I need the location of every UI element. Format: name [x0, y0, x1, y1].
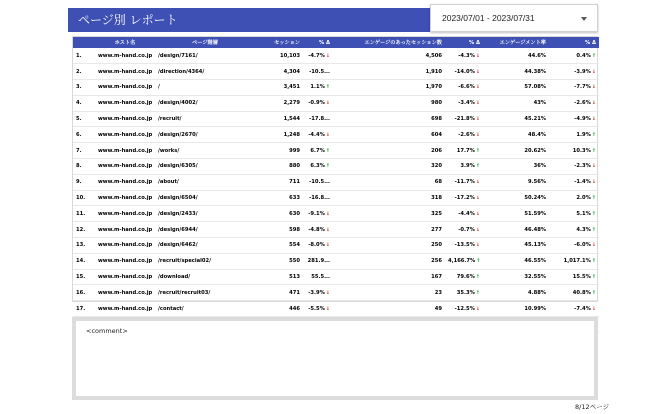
- sessions: 633: [289, 195, 300, 202]
- table-row[interactable]: [73, 190, 599, 206]
- sessions-delta: [303, 127, 333, 143]
- col-engaged-sessions[interactable]: エンゲージのあったセッション数: [364, 40, 442, 46]
- comment-label: <comment>: [86, 327, 128, 335]
- engagement-rate: 44.6%: [528, 52, 546, 59]
- arrow-up-icon: ↑: [475, 163, 480, 170]
- arrow-up-icon: ↑: [325, 147, 330, 154]
- rate-delta-value: 5.1%: [576, 210, 591, 217]
- arrow-down-icon: ↓: [591, 305, 596, 312]
- engaged-sessions: 1,910: [425, 68, 442, 75]
- row-index: 7.: [76, 147, 82, 154]
- arrow-down-icon: ↓: [325, 289, 330, 296]
- engaged-delta: [445, 174, 483, 190]
- engaged-delta-value: -14.0%: [454, 68, 475, 75]
- row-index: 11.: [76, 210, 86, 217]
- host-name: www.m-hand.co.jp: [98, 163, 153, 170]
- rate-delta-value: -2.3%: [574, 163, 591, 170]
- host-name: www.m-hand.co.jp: [98, 210, 153, 217]
- sessions-delta-value: 6.7%: [310, 147, 325, 154]
- engaged-sessions: 256: [431, 258, 442, 265]
- sessions-delta-value: -0.9%: [308, 100, 325, 107]
- comment-box[interactable]: [72, 317, 598, 400]
- col-engaged-delta[interactable]: % Δ: [468, 39, 480, 46]
- date-range-picker[interactable]: [430, 4, 598, 32]
- arrow-up-icon: ↑: [591, 210, 596, 217]
- host-name: www.m-hand.co.jp: [98, 52, 153, 59]
- arrow-up-icon: ↑: [591, 274, 596, 281]
- row-index: 13.: [76, 242, 86, 249]
- sessions: 711: [289, 179, 300, 186]
- arrow-down-icon: ↓: [325, 100, 330, 107]
- row-index: 8.: [76, 163, 82, 170]
- rate-delta: [549, 206, 599, 222]
- sessions: 999: [289, 147, 300, 154]
- engaged-sessions: 1,970: [425, 84, 442, 91]
- rate-delta: [549, 127, 599, 143]
- engaged-delta: [445, 190, 483, 206]
- col-index: [73, 37, 95, 48]
- rate-delta: [549, 190, 599, 206]
- sessions: 880: [289, 163, 300, 170]
- rate-delta-value: 4.3%: [576, 226, 591, 233]
- arrow-down-icon: ↓: [475, 305, 480, 312]
- sessions-delta: [303, 238, 333, 254]
- engaged-delta-value: -12.5%: [454, 305, 475, 312]
- arrow-up-icon: ↑: [591, 147, 596, 154]
- sessions: 10,103: [279, 52, 300, 59]
- engaged-delta-value: -2.6%: [458, 131, 475, 138]
- engaged-sessions: 167: [431, 274, 442, 281]
- arrow-down-icon: ↓: [591, 116, 596, 123]
- page-path: /design/7161/: [158, 52, 198, 59]
- engagement-rate: 46.55%: [524, 258, 546, 265]
- arrow-down-icon: ↓: [325, 131, 330, 138]
- row-index: 16.: [76, 289, 86, 296]
- row-index: 17.: [76, 305, 86, 312]
- sessions-delta-value: -4.8%: [308, 226, 325, 233]
- page-path: /recruit/special02/: [158, 258, 212, 265]
- sessions: 554: [289, 242, 300, 249]
- engaged-delta: [445, 80, 483, 96]
- arrow-down-icon: ↓: [475, 52, 480, 59]
- sessions: 598: [289, 226, 300, 233]
- sessions-delta: [303, 269, 333, 285]
- table-row[interactable]: [73, 48, 599, 64]
- arrow-up-icon: ↑: [591, 52, 596, 59]
- engaged-sessions: 206: [431, 147, 442, 154]
- arrow-up-icon: ↑: [475, 274, 480, 281]
- table-row[interactable]: [73, 159, 599, 175]
- engagement-rate: 44.38%: [524, 68, 546, 75]
- sessions-delta-value: -17.8...: [309, 116, 330, 123]
- date-range-value: 2023/07/01 - 2023/07/31: [442, 13, 535, 23]
- sessions-delta: [303, 64, 333, 80]
- engaged-delta-value: -13.5%: [454, 242, 475, 249]
- page-path: /about/: [158, 179, 179, 186]
- arrow-down-icon: ↓: [475, 84, 480, 91]
- host-name: www.m-hand.co.jp: [98, 116, 153, 123]
- sessions-delta-value: 1.1%: [310, 84, 325, 91]
- arrow-down-icon: ↓: [475, 179, 480, 186]
- row-index: 15.: [76, 274, 86, 281]
- host-name: www.m-hand.co.jp: [98, 131, 153, 138]
- table-row[interactable]: [73, 127, 599, 143]
- arrow-down-icon: ↓: [325, 210, 330, 217]
- arrow-down-icon: ↓: [591, 163, 596, 170]
- row-index: 12.: [76, 226, 86, 233]
- table-row[interactable]: [73, 285, 599, 301]
- table-row[interactable]: [73, 238, 599, 254]
- sessions-delta: [303, 143, 333, 159]
- rate-delta-value: 1,017.1%: [563, 258, 591, 265]
- rate-delta: [549, 238, 599, 254]
- engaged-delta: [445, 301, 483, 317]
- row-index: 9.: [76, 179, 82, 186]
- page-number: 8/12ページ: [575, 403, 609, 411]
- engagement-rate: 20.62%: [524, 147, 546, 154]
- engagement-rate: 4.88%: [528, 289, 546, 296]
- engaged-sessions: 68: [434, 179, 442, 186]
- table-row[interactable]: [73, 174, 599, 190]
- arrow-up-icon: ↑: [325, 163, 330, 170]
- engaged-sessions: 325: [431, 210, 442, 217]
- arrow-down-icon: ↓: [325, 242, 330, 249]
- sessions-delta: [303, 301, 333, 317]
- engaged-delta: [445, 159, 483, 175]
- engaged-sessions: 23: [434, 289, 442, 296]
- page-path: /design/2433/: [158, 210, 198, 217]
- sessions-delta-value: -4.7%: [308, 52, 325, 59]
- engaged-sessions: 277: [431, 226, 442, 233]
- table-row[interactable]: [73, 111, 599, 127]
- engaged-delta: [445, 95, 483, 111]
- col-engagement-rate[interactable]: エンゲージメント率: [499, 40, 546, 46]
- engaged-sessions: 604: [431, 131, 442, 138]
- col-sessions-delta[interactable]: % Δ: [318, 39, 330, 46]
- rate-delta: [549, 80, 599, 96]
- engaged-delta: [445, 143, 483, 159]
- arrow-down-icon: ↓: [475, 131, 480, 138]
- sessions: 513: [289, 274, 300, 281]
- sessions-delta-value: 55.5...: [311, 274, 330, 281]
- engagement-rate: 36%: [533, 163, 546, 170]
- engaged-sessions: 980: [431, 100, 442, 107]
- engaged-delta-value: -0.7%: [458, 226, 475, 233]
- engagement-rate: 46.48%: [524, 226, 546, 233]
- sessions: 3,451: [283, 84, 300, 91]
- table-row[interactable]: [73, 222, 599, 238]
- engagement-rate: 48.4%: [528, 131, 546, 138]
- host-name: www.m-hand.co.jp: [98, 84, 153, 91]
- sessions: 550: [289, 258, 300, 265]
- engaged-delta-value: -17.2%: [454, 195, 475, 202]
- row-index: 6.: [76, 131, 82, 138]
- rate-delta: [549, 95, 599, 111]
- arrow-down-icon: ↓: [475, 195, 480, 202]
- engagement-rate: 9.56%: [528, 179, 546, 186]
- engaged-delta-value: -6.6%: [458, 84, 475, 91]
- engaged-delta-value: 3.9%: [460, 163, 475, 170]
- engaged-delta: [445, 269, 483, 285]
- page-path: /design/6462/: [158, 242, 198, 249]
- table-row[interactable]: [73, 301, 599, 317]
- host-name: www.m-hand.co.jp: [98, 274, 153, 281]
- sessions-delta-value: -9.1%: [308, 210, 325, 217]
- sessions: 2,279: [283, 100, 300, 107]
- sessions-delta: [303, 285, 333, 301]
- sessions-delta: [303, 111, 333, 127]
- sessions-delta: [303, 159, 333, 175]
- rate-delta-value: -2.6%: [574, 100, 591, 107]
- col-host[interactable]: ホスト名: [114, 40, 136, 46]
- rate-delta-value: -1.4%: [574, 179, 591, 186]
- host-name: www.m-hand.co.jp: [98, 258, 153, 265]
- table-row[interactable]: [73, 80, 599, 96]
- table-header-row: [73, 37, 599, 48]
- engaged-delta-value: 17.7%: [456, 147, 475, 154]
- rate-delta-value: 0.4%: [576, 52, 591, 59]
- arrow-down-icon: ↓: [325, 305, 330, 312]
- host-name: www.m-hand.co.jp: [98, 179, 153, 186]
- engagement-rate: 43%: [533, 100, 546, 107]
- row-index: 2.: [76, 68, 82, 75]
- rate-delta: [549, 111, 599, 127]
- engaged-sessions: 698: [431, 116, 442, 123]
- page-path: /download/: [158, 274, 191, 281]
- row-index: 1.: [76, 52, 82, 59]
- rate-delta-value: 15.5%: [572, 274, 591, 281]
- host-name: www.m-hand.co.jp: [98, 226, 153, 233]
- rate-delta: [549, 143, 599, 159]
- engaged-delta-value: -4.4%: [458, 210, 475, 217]
- rate-delta: [549, 301, 599, 317]
- engaged-delta: [445, 111, 483, 127]
- sessions-delta-value: -10.5...: [309, 68, 330, 75]
- arrow-up-icon: ↑: [475, 289, 480, 296]
- engagement-rate: 45.13%: [524, 242, 546, 249]
- page-path: /design/4002/: [158, 100, 198, 107]
- arrow-up-icon: ↑: [591, 289, 596, 296]
- sessions-delta-value: -10.5...: [309, 179, 330, 186]
- engaged-delta: [445, 253, 483, 269]
- page-path: /design/6305/: [158, 163, 198, 170]
- arrow-up-icon: ↑: [591, 195, 596, 202]
- sessions: 1,544: [283, 116, 300, 123]
- engaged-delta: [445, 285, 483, 301]
- rate-delta: [549, 222, 599, 238]
- host-name: www.m-hand.co.jp: [98, 289, 153, 296]
- rate-delta: [549, 174, 599, 190]
- sessions-delta-value: 6.3%: [310, 163, 325, 170]
- arrow-down-icon: ↓: [475, 210, 480, 217]
- page-path: /direction/4364/: [158, 68, 205, 75]
- sessions: 4,304: [283, 68, 300, 75]
- engaged-delta-value: 79.6%: [456, 274, 475, 281]
- sessions-delta: [303, 190, 333, 206]
- arrow-down-icon: ↓: [475, 242, 480, 249]
- table-row[interactable]: [73, 64, 599, 80]
- row-index: 14.: [76, 258, 86, 265]
- sessions-delta-value: -3.9%: [308, 289, 325, 296]
- rate-delta-value: -3.9%: [574, 68, 591, 75]
- engagement-rate: 32.55%: [524, 274, 546, 281]
- rate-delta-value: 40.8%: [572, 289, 591, 296]
- table-row[interactable]: [73, 95, 599, 111]
- rate-delta-value: -7.4%: [574, 305, 591, 312]
- rate-delta-value: -4.9%: [574, 116, 591, 123]
- page-path: /contact/: [158, 305, 184, 312]
- sessions: 446: [289, 305, 300, 312]
- rate-delta-value: 1.9%: [576, 131, 591, 138]
- sessions-delta-value: -8.0%: [308, 242, 325, 249]
- arrow-down-icon: ↓: [591, 84, 596, 91]
- rate-delta: [549, 285, 599, 301]
- host-name: www.m-hand.co.jp: [98, 305, 153, 312]
- engaged-delta-value: -3.4%: [458, 100, 475, 107]
- arrow-up-icon: ↑: [325, 84, 330, 91]
- arrow-up-icon: ↑: [591, 258, 596, 265]
- page-path: /recruit/recruit03/: [158, 289, 211, 296]
- arrow-down-icon: ↓: [325, 52, 330, 59]
- arrow-down-icon: ↓: [591, 68, 596, 75]
- engaged-delta: [445, 64, 483, 80]
- arrow-down-icon: ↓: [591, 100, 596, 107]
- engaged-delta-value: -4.3%: [458, 52, 475, 59]
- rate-delta-value: 10.3%: [572, 147, 591, 154]
- host-name: www.m-hand.co.jp: [98, 100, 153, 107]
- sessions-delta: [303, 95, 333, 111]
- arrow-down-icon: ↓: [325, 226, 330, 233]
- host-name: www.m-hand.co.jp: [98, 195, 153, 202]
- sessions-delta-value: -16.8...: [309, 195, 330, 202]
- host-name: www.m-hand.co.jp: [98, 68, 153, 75]
- sessions: 630: [289, 210, 300, 217]
- engaged-sessions: 49: [434, 305, 442, 312]
- host-name: www.m-hand.co.jp: [98, 242, 153, 249]
- row-index: 5.: [76, 116, 82, 123]
- rate-delta: [549, 159, 599, 175]
- sessions-delta: [303, 206, 333, 222]
- sessions-delta: [303, 253, 333, 269]
- engaged-delta-value: 35.3%: [456, 289, 475, 296]
- engaged-delta: [445, 127, 483, 143]
- sessions-delta: [303, 174, 333, 190]
- sessions-delta: [303, 80, 333, 96]
- table-row[interactable]: [73, 143, 599, 159]
- rate-delta-value: 2.0%: [576, 195, 591, 202]
- engagement-rate: 45.21%: [524, 116, 546, 123]
- sessions: 471: [289, 289, 300, 296]
- page-path: /design/6504/: [158, 195, 198, 202]
- page-path: /recruit/: [158, 116, 182, 123]
- sessions-delta-value: -4.4%: [308, 131, 325, 138]
- engaged-delta-value: -21.8%: [454, 116, 475, 123]
- arrow-down-icon: ↓: [591, 179, 596, 186]
- table-row[interactable]: [73, 253, 599, 269]
- arrow-down-icon: ↓: [475, 68, 480, 75]
- sessions-delta: [303, 222, 333, 238]
- arrow-down-icon: ↓: [475, 116, 480, 123]
- sessions-delta-value: 281.9...: [307, 258, 330, 265]
- rate-delta: [549, 269, 599, 285]
- col-rate-delta[interactable]: % Δ: [584, 39, 596, 46]
- table-row[interactable]: [73, 269, 599, 285]
- engaged-sessions: 318: [431, 195, 442, 202]
- rate-delta: [549, 253, 599, 269]
- engaged-delta: [445, 222, 483, 238]
- arrow-down-icon: ↓: [591, 242, 596, 249]
- page-path: /design/2670/: [158, 131, 198, 138]
- table-row[interactable]: [73, 206, 599, 222]
- engaged-delta: [445, 206, 483, 222]
- engaged-sessions: 250: [431, 242, 442, 249]
- engagement-rate: 10.99%: [524, 305, 546, 312]
- engagement-rate: 51.59%: [524, 210, 546, 217]
- row-index: 3.: [76, 84, 82, 91]
- col-path[interactable]: ページ階層: [192, 40, 218, 46]
- col-sessions[interactable]: セッション: [274, 40, 300, 46]
- page-path: /works/: [158, 147, 180, 154]
- page-path: /: [158, 84, 160, 91]
- arrow-up-icon: ↑: [591, 131, 596, 138]
- rate-delta: [549, 64, 599, 80]
- engaged-delta-value: 4,166.7%: [448, 258, 476, 265]
- engaged-delta-value: -11.7%: [454, 179, 475, 186]
- engaged-sessions: 4,506: [425, 52, 442, 59]
- pages-table: [72, 36, 598, 312]
- page-path: /design/6944/: [158, 226, 198, 233]
- row-index: 4.: [76, 100, 82, 107]
- arrow-down-icon: ↓: [475, 226, 480, 233]
- rate-delta-value: -6.0%: [574, 242, 591, 249]
- engaged-delta: [445, 48, 483, 64]
- row-index: 10.: [76, 195, 86, 202]
- arrow-down-icon: ↓: [475, 100, 480, 107]
- arrow-up-icon: ↑: [591, 226, 596, 233]
- engagement-rate: 50.24%: [524, 195, 546, 202]
- sessions: 1,248: [283, 131, 300, 138]
- arrow-up-icon: ↑: [476, 258, 481, 265]
- rate-delta: [549, 48, 599, 64]
- chevron-down-icon[interactable]: [581, 17, 587, 21]
- engaged-sessions: 320: [431, 163, 442, 170]
- arrow-up-icon: ↑: [475, 147, 480, 154]
- sessions-delta: [303, 48, 333, 64]
- sessions-delta-value: -5.5%: [308, 305, 325, 312]
- page-title: ページ別 レポート: [78, 13, 178, 27]
- rate-delta-value: -7.7%: [574, 84, 591, 91]
- engagement-rate: 57.08%: [524, 84, 546, 91]
- engaged-delta: [445, 238, 483, 254]
- host-name: www.m-hand.co.jp: [98, 147, 153, 154]
